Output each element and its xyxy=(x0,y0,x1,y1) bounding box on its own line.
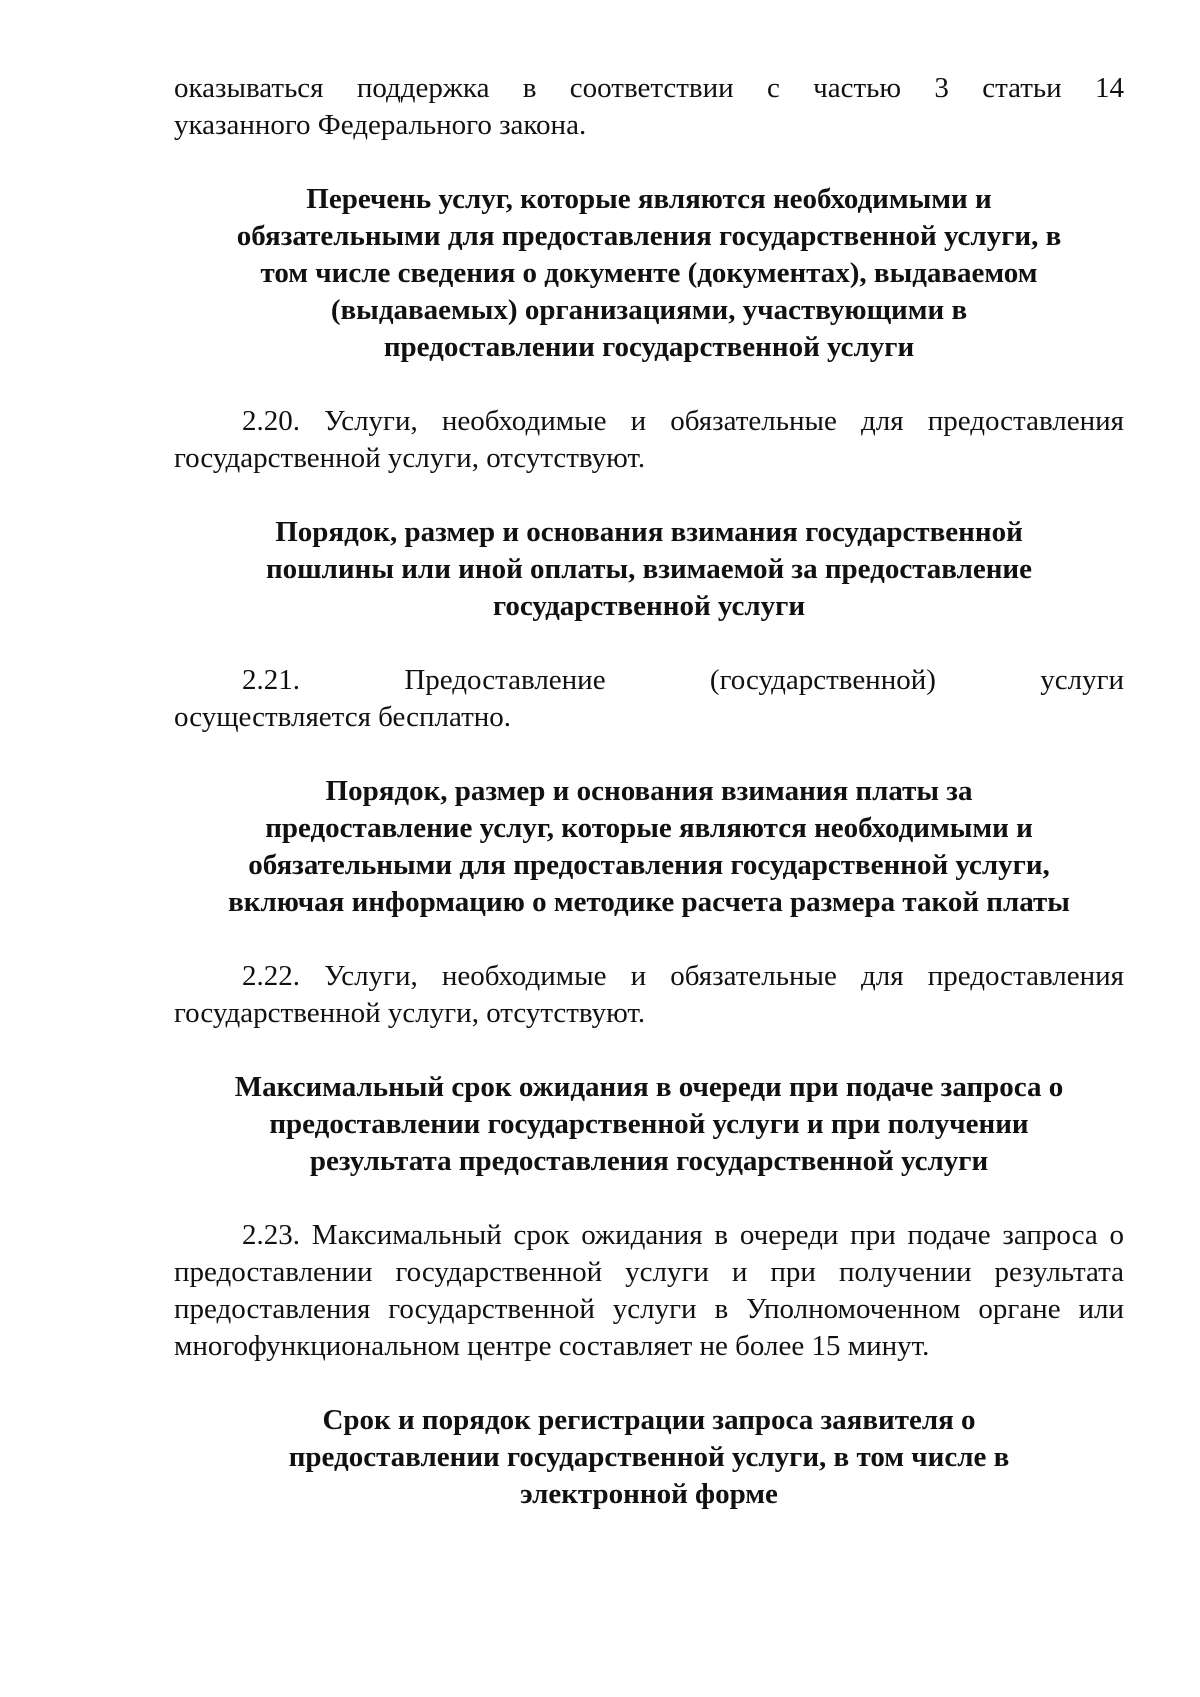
heading-line: Перечень услуг, которые являются необходимыми и xyxy=(306,183,992,215)
heading-line: предоставлении государственной услуги xyxy=(383,331,915,363)
section-heading-queue-time xyxy=(174,1069,1124,1180)
heading-line: предоставление услуг, которые являются необходимыми и xyxy=(265,812,1033,844)
heading-line: Срок и порядок регистрации запроса заявителя о xyxy=(322,1404,976,1436)
word: 2.21. xyxy=(242,664,300,696)
section-heading-services-list xyxy=(174,181,1124,366)
intro-line-2: указанного Федерального закона. xyxy=(174,109,587,141)
heading-line: Порядок, размер и основания взимания государственной xyxy=(275,516,1023,548)
paragraph-2-21-line-2: осуществляется бесплатно. xyxy=(174,701,512,733)
intro-line-1: оказываться поддержка в соответствии с частью 3 статьи 14 xyxy=(174,72,1124,104)
heading-line: результата предоставления государственной услуги xyxy=(309,1145,989,1177)
word: (государственной) xyxy=(709,664,936,696)
section-heading-registration xyxy=(174,1402,1124,1513)
heading-line: обязательными для предоставления государственной услуги, xyxy=(248,849,1050,881)
heading-line: пошлины или иной оплаты, взимаемой за предоставление xyxy=(265,553,1033,585)
paragraph-2-22: 2.22. Услуги, необходимые и обязательные для предоставления государственной услуги, отсутствуют. xyxy=(174,960,1124,1029)
section-heading-service-fees xyxy=(174,773,1124,921)
heading-line: предоставлении государственной услуги и при получении xyxy=(269,1108,1029,1140)
document-page xyxy=(174,70,1124,1513)
paragraph-2-20: 2.20. Услуги, необходимые и обязательные для предоставления государственной услуги, отсутствуют. xyxy=(174,405,1124,474)
heading-line: обязательными для предоставления государственной услуги, в xyxy=(236,220,1062,252)
heading-line: Порядок, размер и основания взимания платы за xyxy=(325,775,973,807)
word: Предоставление xyxy=(404,664,606,696)
section-heading-state-fee xyxy=(174,514,1124,625)
heading-line: (выдаваемых) организациями, участвующими в xyxy=(330,294,968,326)
intro-paragraph xyxy=(174,70,1124,144)
heading-line: государственной услуги xyxy=(492,590,806,622)
heading-line: том числе сведения о документе (документах), выдаваемом xyxy=(260,257,1038,289)
heading-line: включая информацию о методике расчета размера такой платы xyxy=(228,886,1070,918)
paragraph-2-23: 2.23. Максимальный срок ожидания в очереди при подаче запроса о предоставлении государственной услуги и при получении результата предоставления государственной услуги в Уполномоченном органе или многофункциональном центре составляет не более 15 минут. xyxy=(174,1219,1124,1362)
paragraph-2-21 xyxy=(174,662,1124,736)
word: услуги xyxy=(1040,664,1124,696)
heading-line: Максимальный срок ожидания в очереди при подаче запроса о xyxy=(234,1071,1064,1103)
heading-line: электронной форме xyxy=(520,1478,778,1510)
paragraph-2-21-line-1 xyxy=(174,662,1124,699)
heading-line: предоставлении государственной услуги, в том числе в xyxy=(288,1441,1010,1473)
